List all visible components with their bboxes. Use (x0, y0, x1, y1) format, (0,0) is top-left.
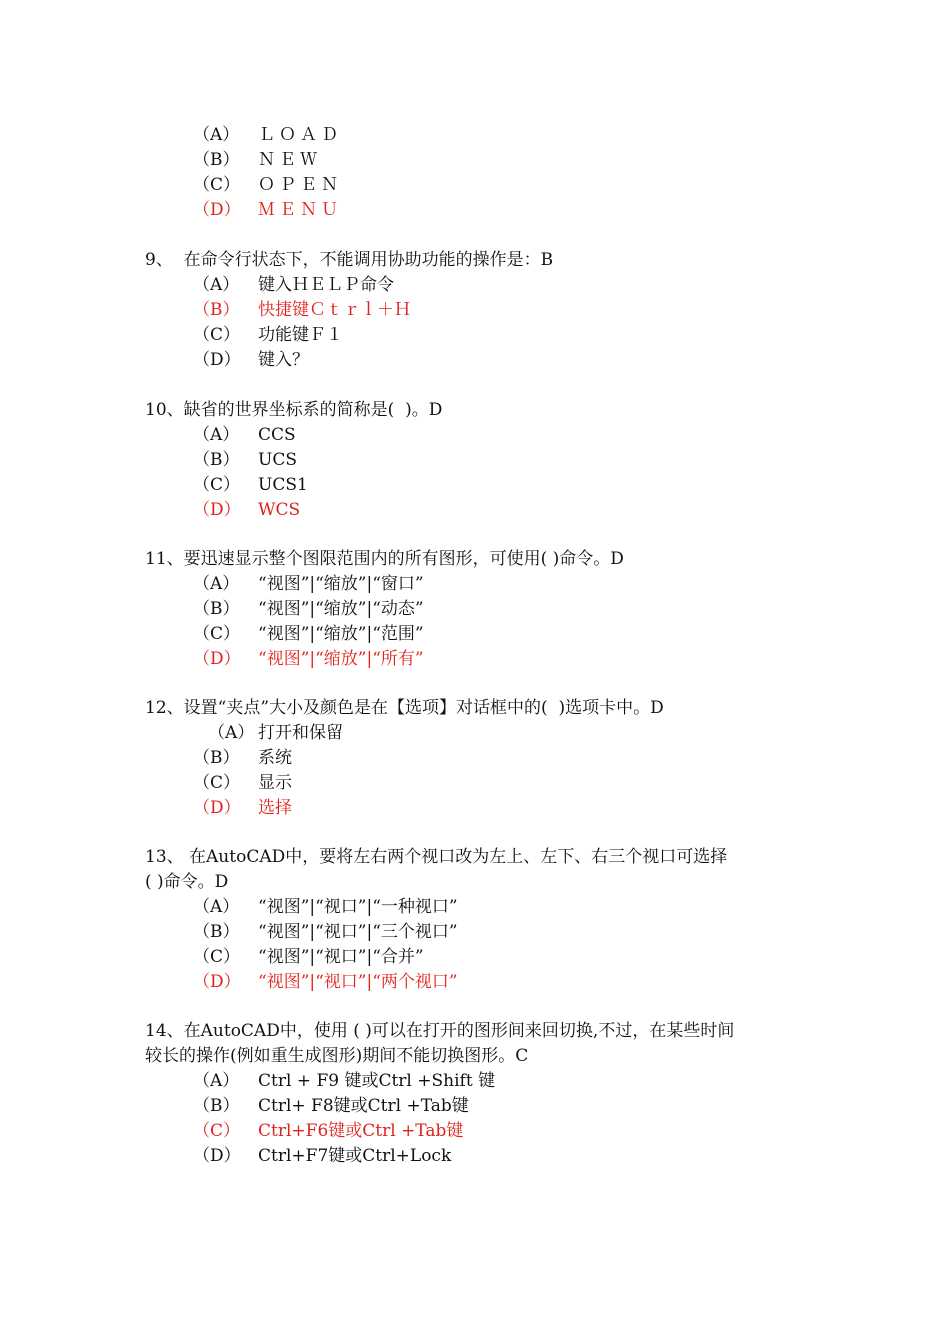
option-d-correct (0, 647, 950, 672)
option-b (0, 1094, 950, 1119)
option-text: Ctrl + F9 键或Ctrl +Shift 键 (258, 1071, 496, 1091)
option-label: （B） (193, 450, 240, 470)
option-b (0, 746, 950, 771)
option-label: （D） (193, 798, 241, 818)
option-label: （C） (193, 624, 241, 644)
option-text: Ctrl+ F8键或Ctrl +Tab键 (258, 1096, 469, 1116)
question-text: 11、要迅速显示整个图限范围内的所有图形，可使用( )命令。D (145, 549, 624, 569)
option-d-correct (0, 970, 950, 995)
option-a (0, 721, 950, 746)
option-text: Ctrl+F7键或Ctrl+Lock (258, 1146, 452, 1166)
question-11 (0, 547, 950, 672)
option-text: “视图”|“缩放”|“动态” (258, 599, 424, 619)
option-d-correct (0, 796, 950, 821)
option-text: “视图”|“视口”|“合并” (258, 947, 424, 967)
option-b (0, 597, 950, 622)
question-8-options (0, 123, 950, 223)
option-text: 显示 (258, 773, 292, 793)
option-label: （C） (193, 1121, 241, 1141)
option-label: （C） (193, 475, 241, 495)
option-label: （A） (193, 125, 240, 145)
option-label: （B） (193, 150, 240, 170)
option-label: （C） (193, 947, 241, 967)
option-text: ＮＥＷ (258, 150, 321, 170)
question-12 (0, 696, 950, 821)
option-d (0, 1144, 950, 1169)
option-c-correct (0, 1119, 950, 1144)
option-label: （A） (193, 897, 240, 917)
option-b (0, 448, 950, 473)
option-c (0, 473, 950, 498)
option-b (0, 920, 950, 945)
option-text: “视图”|“视口”|“三个视口” (258, 922, 458, 942)
option-label: （D） (193, 649, 241, 669)
question-text: 12、设置“夹点”大小及颜色是在【选项】对话框中的( )选项卡中。D (145, 698, 664, 718)
option-text: “视图”|“视口”|“一种视口” (258, 897, 458, 917)
question-9 (0, 248, 950, 373)
option-text: “视图”|“缩放”|“所有” (258, 649, 424, 669)
option-text: 系统 (258, 748, 292, 768)
option-b (0, 148, 950, 173)
option-text: 功能键Ｆ１ (258, 325, 343, 345)
question-13 (0, 845, 950, 995)
option-text: ＯＰＥＮ (258, 175, 342, 195)
option-label: （A） (193, 1071, 240, 1091)
option-c (0, 323, 950, 348)
question-10 (0, 398, 950, 523)
option-c (0, 771, 950, 796)
option-label: （D） (193, 1146, 241, 1166)
option-label: （A） (193, 425, 240, 445)
option-a (0, 895, 950, 920)
option-label: （D） (193, 350, 241, 370)
option-c (0, 173, 950, 198)
option-label: （D） (193, 972, 241, 992)
option-d (0, 348, 950, 373)
option-text: 快捷键Ｃｔｒｌ＋Ｈ (258, 300, 411, 320)
option-label: （B） (193, 748, 240, 768)
option-c (0, 945, 950, 970)
option-text: Ctrl+F6键或Ctrl +Tab键 (258, 1121, 464, 1141)
option-label: （B） (193, 1096, 240, 1116)
option-label: （C） (193, 175, 241, 195)
question-text: 9、 在命令行状态下，不能调用协助功能的操作是：B (145, 250, 554, 270)
option-text: 选择 (258, 798, 292, 818)
option-label: （C） (193, 773, 241, 793)
option-d-correct (0, 198, 950, 223)
option-b-correct (0, 298, 950, 323)
option-label: （B） (193, 300, 240, 320)
option-text: “视图”|“缩放”|“窗口” (258, 574, 424, 594)
question-14 (0, 1019, 950, 1169)
option-text: “视图”|“缩放”|“范围” (258, 624, 424, 644)
option-a (0, 572, 950, 597)
option-label: （A） (193, 574, 240, 594)
option-a (0, 423, 950, 448)
option-label: （B） (193, 599, 240, 619)
option-a (0, 123, 950, 148)
option-label: （A） (193, 275, 240, 295)
option-a (0, 273, 950, 298)
option-text: ＬＯＡＤ (258, 125, 342, 145)
option-text: ＭＥＮＵ (258, 200, 342, 220)
option-label: （B） (193, 922, 240, 942)
option-text: 键入？ (258, 350, 309, 370)
option-c (0, 622, 950, 647)
option-text: 打开和保留 (258, 723, 343, 743)
option-label: （C） (193, 325, 241, 345)
option-text: CCS (258, 425, 296, 445)
option-label: （D） (193, 200, 241, 220)
option-text: UCS1 (258, 475, 308, 495)
question-text-line-2: 较长的操作(例如重生成图形)期间不能切换图形。C (145, 1046, 529, 1066)
option-text: WCS (258, 500, 301, 520)
question-text-line-1: 13、 在AutoCAD中，要将左右两个视口改为左上、左下、右三个视口可选择 (145, 847, 728, 867)
question-text-line-1: 14、在AutoCAD中，使用 ( )可以在打开的图形间来回切换,不过，在某些时间 (145, 1021, 735, 1041)
option-label: （A） (208, 723, 255, 743)
option-a (0, 1069, 950, 1094)
question-text: 10、缺省的世界坐标系的简称是( )。D (145, 400, 443, 420)
option-text: UCS (258, 450, 297, 470)
option-label: （D） (193, 500, 241, 520)
option-text: 键入ＨＥＬＰ命令 (258, 275, 394, 295)
question-text-line-2: ( )命令。D (145, 872, 229, 892)
option-d-correct (0, 498, 950, 523)
option-text: “视图”|“视口”|“两个视口” (258, 972, 458, 992)
